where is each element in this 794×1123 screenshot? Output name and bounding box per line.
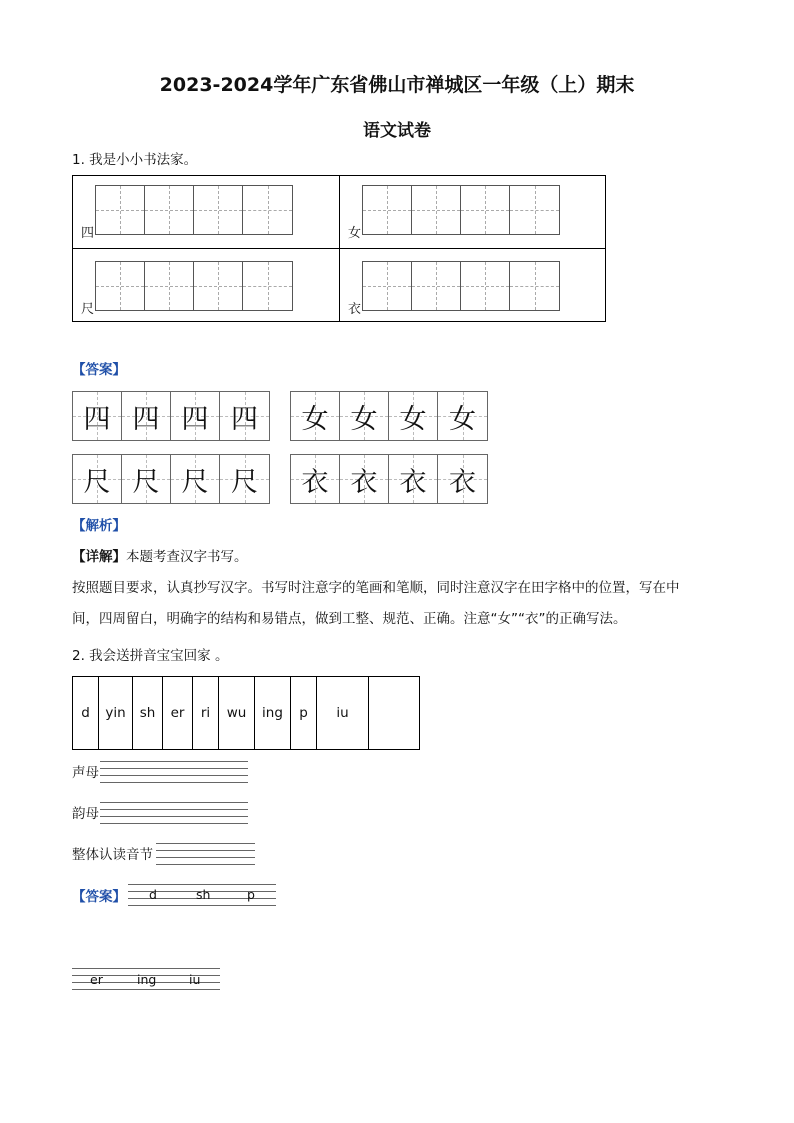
q1-char-label: 四 [81, 226, 95, 241]
answer-char: 四 [132, 403, 160, 435]
answer-char: 衣 [350, 466, 378, 498]
q1-table [72, 175, 606, 322]
q2-label-zhengti: 整体认读音节 [72, 847, 153, 863]
answer-pinyin: p [247, 887, 255, 902]
answer-grid [72, 454, 270, 504]
q2-prompt: 2. 我会送拼音宝宝回家 。 [72, 648, 229, 664]
q1-explain-line2: 间，四周留白，明确字的结构和易错点，做到工整、规范、正确。注意“女”“衣”的正确写法。 [72, 611, 627, 627]
tian-grid[interactable] [95, 261, 293, 311]
answer-grid [290, 454, 488, 504]
q2-answer-label: 【答案】 [72, 889, 126, 905]
answer-char: 尺 [231, 466, 258, 498]
answer-pinyin: ing [137, 972, 157, 987]
answer-pinyin: d [149, 887, 157, 902]
pinyin-writing-lines[interactable] [156, 843, 255, 865]
answer-char: 四 [181, 403, 209, 435]
q1-char-label: 女 [348, 226, 362, 241]
answer-char: 女 [399, 403, 427, 435]
q1-char-label: 尺 [81, 302, 95, 317]
tian-grid[interactable] [362, 261, 560, 311]
answer-char: 女 [301, 403, 329, 435]
pinyin-cell[interactable]: d [73, 677, 99, 749]
page-title: 2023-2024学年广东省佛山市禅城区一年级（上）期末 [159, 74, 635, 96]
pinyin-cell[interactable]: er [163, 677, 193, 749]
pinyin-cell[interactable]: iu [317, 677, 369, 749]
answer-char: 衣 [301, 466, 329, 498]
q2-label-yunmu: 韵母 [72, 806, 99, 822]
answer-char: 女 [449, 403, 476, 435]
pinyin-writing-lines[interactable] [100, 802, 248, 824]
q2-label-shengmu: 声母 [72, 765, 99, 781]
answer-grid [290, 391, 488, 441]
tian-grid[interactable] [362, 185, 560, 235]
q1-detail-text: 本题考查汉字书写。 [126, 549, 248, 565]
q1-prompt: 1. 我是小小书法家。 [72, 152, 198, 168]
answer-char: 四 [231, 403, 258, 435]
tian-grid[interactable] [95, 185, 293, 235]
pinyin-writing-lines[interactable] [100, 761, 248, 783]
q1-detail-label: 【详解】 [72, 549, 126, 565]
q1-cell [73, 176, 339, 248]
pinyin-cell[interactable]: wu [219, 677, 255, 749]
q1-cell [340, 249, 606, 321]
answer-pinyin: er [90, 972, 103, 987]
answer-char: 尺 [132, 466, 160, 498]
q1-char-label: 衣 [348, 302, 362, 317]
q1-answer-label: 【答案】 [72, 362, 126, 378]
answer-char: 衣 [399, 466, 427, 498]
pinyin-cell[interactable]: sh [133, 677, 163, 749]
q1-cell [340, 176, 606, 248]
answer-char: 女 [350, 403, 378, 435]
pinyin-cell[interactable]: p [291, 677, 317, 749]
pinyin-cell[interactable]: yin [99, 677, 133, 749]
pinyin-cell[interactable]: ing [255, 677, 291, 749]
page-subtitle: 语文试卷 [363, 121, 431, 141]
answer-grid [72, 391, 270, 441]
answer-char: 尺 [83, 466, 111, 498]
answer-pinyin: iu [189, 972, 201, 987]
q1-cell [73, 249, 339, 321]
answer-char: 四 [83, 403, 111, 435]
q2-pinyin-table [72, 676, 420, 750]
answer-pinyin: sh [196, 887, 211, 902]
answer-char: 尺 [181, 466, 209, 498]
pinyin-cell[interactable]: ri [193, 677, 219, 749]
q1-explain-line1: 按照题目要求，认真抄写汉字。书写时注意字的笔画和笔顺，同时注意汉字在田字格中的位置，写在中 [72, 580, 680, 596]
q1-analysis-label: 【解析】 [72, 518, 126, 534]
pinyin-cell[interactable] [369, 677, 419, 749]
answer-char: 衣 [449, 466, 476, 498]
q1-detail [72, 547, 248, 567]
